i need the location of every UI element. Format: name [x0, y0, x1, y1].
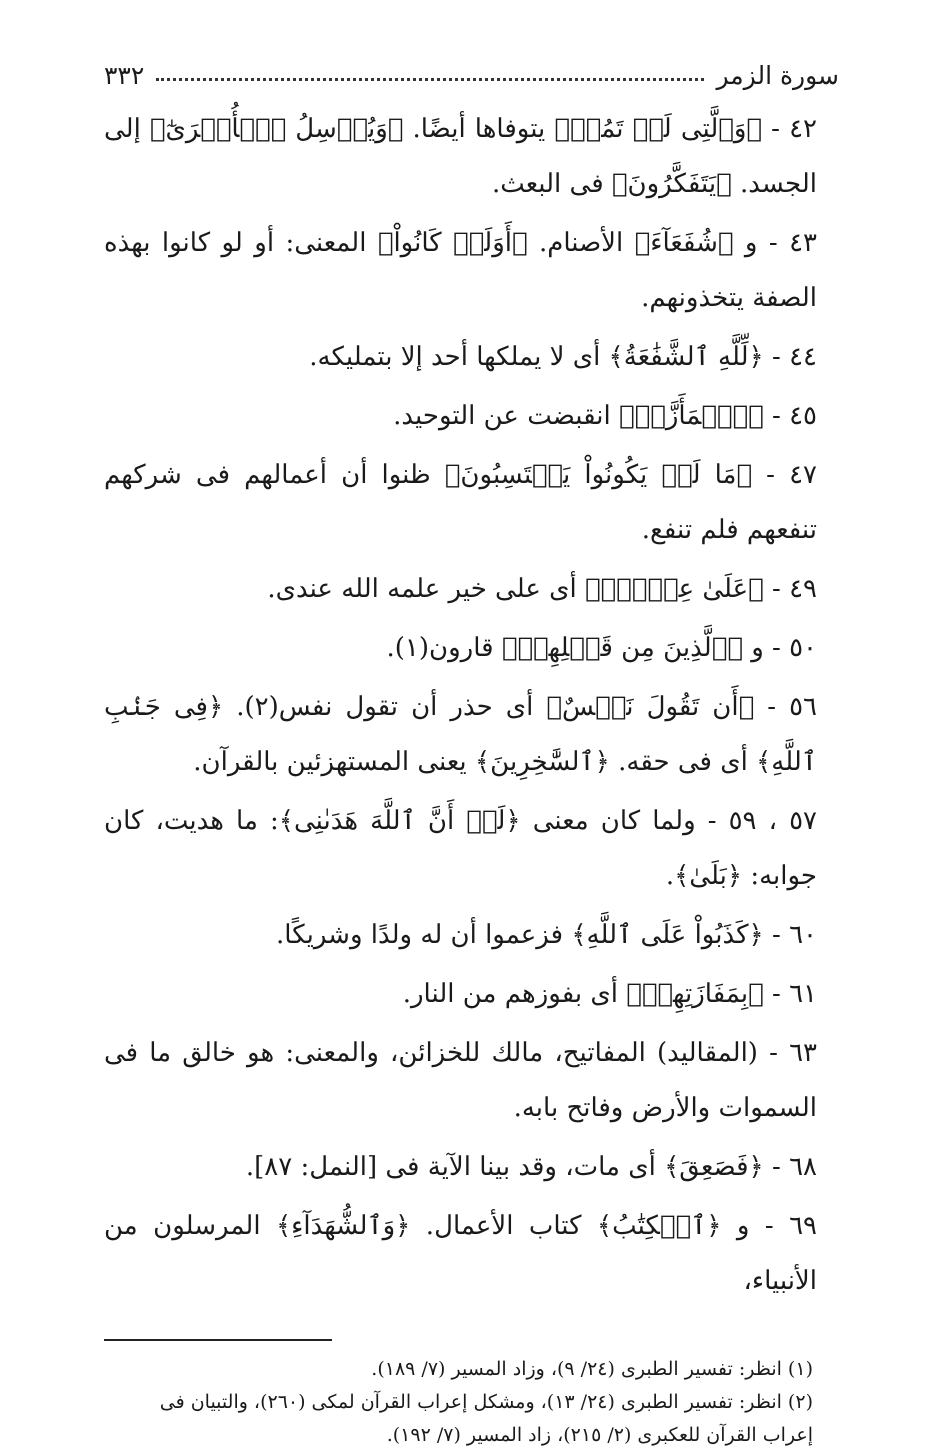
verse-note-60: ٦٠ - ﴿كَذَبُواْ عَلَى ٱللَّهِ﴾ فزعموا أن له ولدًا وشريكًا.	[276, 920, 817, 950]
verse-note-42: ٤٢ - ﴿وَٱلَّتِى لَمۡ تَمُتۡ﴾ يتوفاها أيضًا. ﴿وَيُرۡسِلُ ٱلۡأُخۡرَىٰٓ﴾ إلى الجسد. ﴿يَتَفَكَّرُونَ﴾ فى البعث.	[104, 114, 817, 199]
page-number: ٣٣٢	[104, 60, 145, 90]
header-leader-dots	[156, 78, 704, 81]
commentary-body	[104, 102, 839, 1309]
verse-note-45: ٤٥ - ﴿ٱشۡمَأَزَّتۡ﴾ انقبضت عن التوحيد.	[393, 401, 817, 431]
verse-note-49: ٤٩ - ﴿عَلَىٰ عِلۡمِۭ﴾ أى على خير علمه الله عندى.	[267, 574, 817, 604]
footnote-2-continuation: إعراب القرآن للعكبرى (٢/ ٢١٥)، زاد المسير (٧/ ١٩٢).	[386, 1424, 813, 1446]
verse-note-68: ٦٨ - ﴿فَصَعِقَ﴾ أى مات، وقد بينا الآية فى [النمل: ٨٧].	[245, 1152, 817, 1182]
verse-note-44: ٤٤ - ﴿لِّلَّهِ ٱلشَّفَٰعَةُ﴾ أى لا يملكها أحد إلا بتمليكه.	[309, 342, 817, 372]
verse-note-69: ٦٩ - و ﴿ٱلۡكِتَٰبُ﴾ كتاب الأعمال. ﴿وَٱلشُّهَدَآءِ﴾ المرسلون من الأنبياء،	[104, 1211, 817, 1296]
book-page	[104, 54, 839, 1446]
verse-note-57-59: ٥٧ ، ٥٩ - ولما كان معنى ﴿لَوۡ أَنَّ ٱللَّهَ هَدَىٰنِى﴾: ما هديت، كان جوابه: ﴿بَلَىٰ﴾.	[104, 806, 817, 891]
footnote-1: (١) انظر: تفسير الطبرى (٢٤/ ٩)، وزاد المسير (٧/ ١٨٩).	[371, 1358, 813, 1380]
verse-note-50: ٥٠ - و ﴿ٱلَّذِينَ مِن قَبۡلِهِمۡ﴾ قارون(١).	[386, 633, 817, 663]
verse-note-47: ٤٧ - ﴿مَا لَمۡ يَكُونُواْ يَحۡتَسِبُونَ﴾ ظنوا أن أعمالهم فى شركهم تنفعهم فلم تنفع.	[104, 460, 817, 545]
surah-title: سورة الزمر	[716, 60, 839, 90]
footnote-2: (٢) انظر: تفسير الطبرى (٢٤/ ١٣)، ومشكل إعراب القرآن لمكى (٢٦٠)، والتبيان فى	[159, 1391, 813, 1413]
verse-note-63: ٦٣ - (المقاليد) المفاتيح، مالك للخزائن، والمعنى: هو خالق ما فى السموات والأرض وفاتح بابه.	[104, 1038, 817, 1123]
page-header	[104, 54, 839, 96]
verse-note-56: ٥٦ - ﴿أَن تَقُولَ نَفۡسٌ﴾ أى حذر أن تقول نفس(٢). ﴿فِى جَنۢبِ ٱللَّهِ﴾ أى فى حقه. ﴿ٱلسَّٰخِرِينَ﴾ يعنى المستهزئين بالقرآن.	[104, 692, 818, 777]
verse-note-43: ٤٣ - و ﴿شُفَعَآءَ﴾ الأصنام. ﴿أَوَلَوۡ كَانُواْ﴾ المعنى: أو لو كانوا بهذه الصفة يتخذونهم.	[104, 228, 817, 313]
footnotes	[104, 1353, 839, 1452]
footnote-separator	[104, 1339, 332, 1341]
verse-note-61: ٦١ - ﴿بِمَفَازَتِهِمۡ﴾ أى بفوزهم من النار.	[402, 979, 817, 1009]
